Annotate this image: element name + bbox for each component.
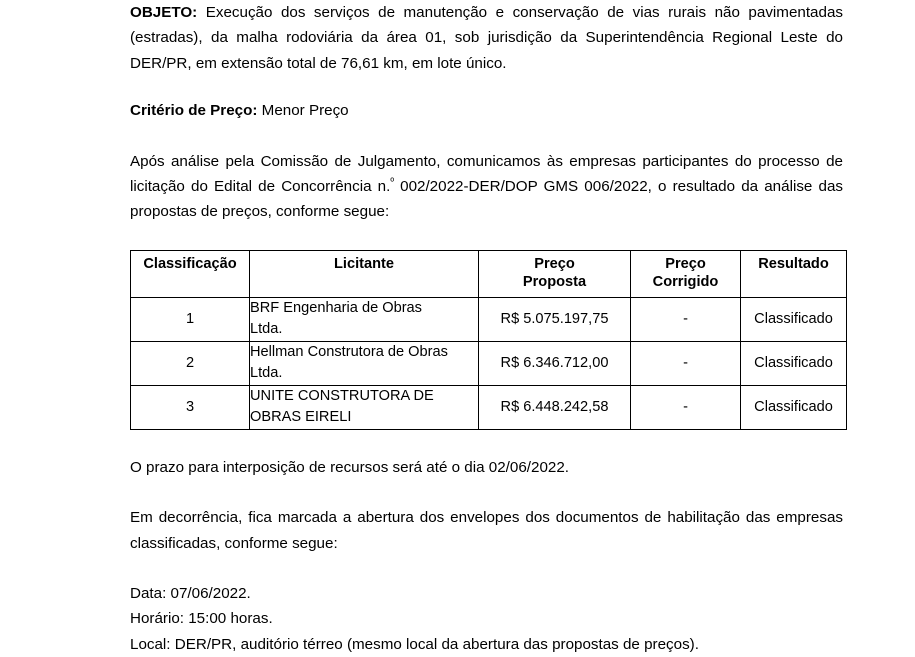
objeto-text: Execução dos serviços de manutenção e conservação de vias rurais não pavimentadas (estradas), da malha rodoviária da área 01, sob jurisdição da Superintendência Regional Leste do DER/PR, em extensão total de 76,61 km, em lote único. <box>130 4 843 72</box>
cell-preco-proposta: R$ 5.075.197,75 <box>479 297 631 341</box>
analysis-paragraph <box>130 149 843 225</box>
cell-classificacao: 3 <box>131 385 250 429</box>
header-preco-proposta-line2: Proposta <box>522 274 587 291</box>
header-preco-proposta <box>479 250 631 297</box>
price-criteria-value: Menor Preço <box>257 102 349 120</box>
header-preco-corrigido <box>631 250 741 297</box>
table-row <box>131 385 847 429</box>
cell-licitante-line1: BRF Engenharia de Obras <box>250 299 422 316</box>
spacer <box>130 124 843 149</box>
cell-licitante <box>250 341 479 385</box>
session-time: Horário: 15:00 horas. <box>130 610 273 628</box>
cell-preco-corrigido: - <box>631 385 741 429</box>
header-licitante: Licitante <box>250 250 479 297</box>
price-criteria-paragraph <box>130 98 843 123</box>
cell-licitante <box>250 297 479 341</box>
analysis-text-part2: 002/2022-DER/DOP GMS 006/2022, o resultado da análise das propostas de preços, conforme segue: <box>130 178 843 221</box>
ordinal-indicator: º <box>390 176 394 188</box>
objeto-paragraph <box>130 0 843 76</box>
table-row <box>131 297 847 341</box>
bid-results-table <box>130 250 847 430</box>
cell-classificacao: 1 <box>131 297 250 341</box>
cell-preco-proposta: R$ 6.346.712,00 <box>479 341 631 385</box>
spacer <box>130 556 843 581</box>
cell-preco-corrigido: - <box>631 341 741 385</box>
header-preco-proposta-line1: Preço <box>534 255 575 272</box>
header-classificacao: Classificação <box>131 250 250 297</box>
cell-preco-proposta: R$ 6.448.242,58 <box>479 385 631 429</box>
analysis-text-part1: Após análise pela Comissão de Julgamento, comunicamos às empresas participantes do processo de licitação do Edital de Concorrência n. <box>130 152 843 196</box>
cell-licitante-line2: Ltda. <box>250 365 283 382</box>
cell-classificacao: 2 <box>131 341 250 385</box>
header-resultado: Resultado <box>741 250 847 297</box>
cell-resultado: Classificado <box>741 341 847 385</box>
table-header-row <box>131 250 847 297</box>
table-row <box>131 341 847 385</box>
habilitation-paragraph: Em decorrência, fica marcada a abertura dos envelopes dos documentos de habilitação das empresas classificadas, conforme segue: <box>130 509 843 552</box>
price-criteria-label: Critério de Preço: <box>130 102 258 120</box>
cell-resultado: Classificado <box>741 385 847 429</box>
cell-licitante-line2: OBRAS EIRELI <box>250 409 352 426</box>
cell-licitante-line1: UNITE CONSTRUTORA DE <box>250 387 434 404</box>
spacer <box>130 480 843 505</box>
header-preco-corrigido-line2: Corrigido <box>652 274 719 291</box>
objeto-label: OBJETO: <box>130 4 198 21</box>
appeal-deadline-paragraph: O prazo para interposição de recursos será até o dia 02/06/2022. <box>130 458 570 476</box>
cell-licitante <box>250 385 479 429</box>
session-place: Local: DER/PR, auditório térreo (mesmo local da abertura das propostas de preços). <box>130 635 699 653</box>
cell-resultado: Classificado <box>741 297 847 341</box>
cell-licitante-line1: Hellman Construtora de Obras <box>250 343 448 360</box>
session-date: Data: 07/06/2022. <box>130 585 251 603</box>
spacer <box>130 430 843 455</box>
spacer <box>130 225 843 250</box>
header-preco-corrigido-line1: Preço <box>665 255 706 272</box>
cell-licitante-line2: Ltda. <box>250 321 283 338</box>
spacer <box>130 76 843 98</box>
cell-preco-corrigido: - <box>631 297 741 341</box>
